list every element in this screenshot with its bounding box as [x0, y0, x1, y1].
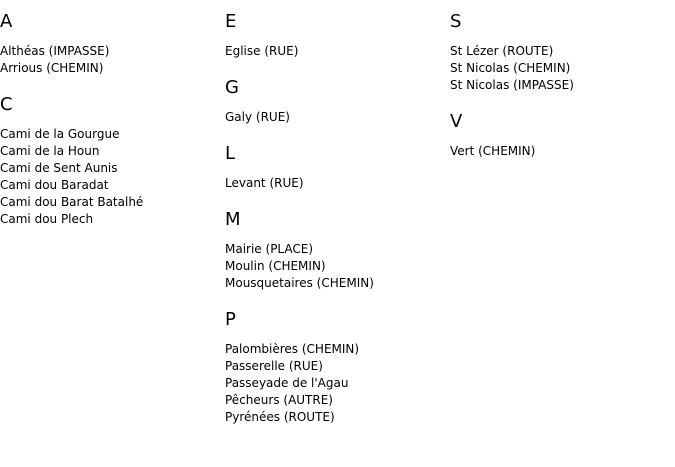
street-list: [0, 43, 143, 77]
street-list: [225, 175, 374, 192]
street-link[interactable]: St Lézer (ROUTE): [450, 44, 554, 58]
street-link[interactable]: Cami de Sent Aunis: [0, 161, 118, 175]
street-link[interactable]: St Nicolas (CHEMIN): [450, 61, 571, 75]
street-link[interactable]: Moulin (CHEMIN): [225, 259, 326, 273]
letter-group: [450, 111, 574, 160]
street-list: [225, 241, 374, 292]
street-link[interactable]: Althéas (IMPASSE): [0, 44, 110, 58]
street-index-column-3: [450, 0, 574, 160]
letter-group: [0, 11, 143, 77]
street-link[interactable]: Eglise (RUE): [225, 44, 299, 58]
street-link[interactable]: Vert (CHEMIN): [450, 144, 536, 158]
letter-group: [450, 11, 574, 94]
letter-heading: G: [225, 77, 239, 98]
letter-heading: L: [225, 143, 236, 164]
letter-group: [225, 309, 374, 426]
street-link[interactable]: Arrious (CHEMIN): [0, 61, 104, 75]
street-link[interactable]: Passerelle (RUE): [225, 359, 323, 373]
street-link[interactable]: Cami de la Houn: [0, 144, 100, 158]
street-list: [225, 341, 374, 426]
street-link[interactable]: Cami dou Barat Batalhé: [0, 195, 144, 209]
letter-heading: P: [225, 309, 236, 330]
street-link[interactable]: Mousquetaires (CHEMIN): [225, 276, 374, 290]
street-link[interactable]: Levant (RUE): [225, 176, 304, 190]
street-link[interactable]: St Nicolas (IMPASSE): [450, 78, 574, 92]
letter-group: [225, 11, 374, 60]
street-link[interactable]: Passeyade de l'Agau: [225, 376, 349, 390]
letter-group: [225, 143, 374, 192]
street-index-column-1: [0, 0, 143, 228]
letter-heading: V: [450, 111, 463, 132]
street-index-column-2: [225, 0, 374, 426]
street-link[interactable]: Cami dou Plech: [0, 212, 94, 226]
street-list: [450, 143, 574, 160]
letter-group: [225, 209, 374, 292]
street-list: [0, 126, 143, 228]
street-link[interactable]: Cami de la Gourgue: [0, 127, 120, 141]
letter-heading: S: [450, 11, 462, 32]
street-list: [225, 109, 374, 126]
street-list: [450, 43, 574, 94]
letter-group: [225, 77, 374, 126]
letter-group: [0, 94, 143, 228]
letter-heading: M: [225, 209, 241, 230]
street-link[interactable]: Galy (RUE): [225, 110, 290, 124]
street-link[interactable]: Mairie (PLACE): [225, 242, 314, 256]
street-link[interactable]: Pyrénées (ROUTE): [225, 410, 335, 424]
letter-heading: E: [225, 11, 237, 32]
street-link[interactable]: Palombières (CHEMIN): [225, 342, 360, 356]
letter-heading: A: [0, 11, 13, 32]
letter-heading: C: [0, 94, 13, 115]
street-list: [225, 43, 374, 60]
street-link[interactable]: Cami dou Baradat: [0, 178, 109, 192]
street-link[interactable]: Pêcheurs (AUTRE): [225, 393, 333, 407]
